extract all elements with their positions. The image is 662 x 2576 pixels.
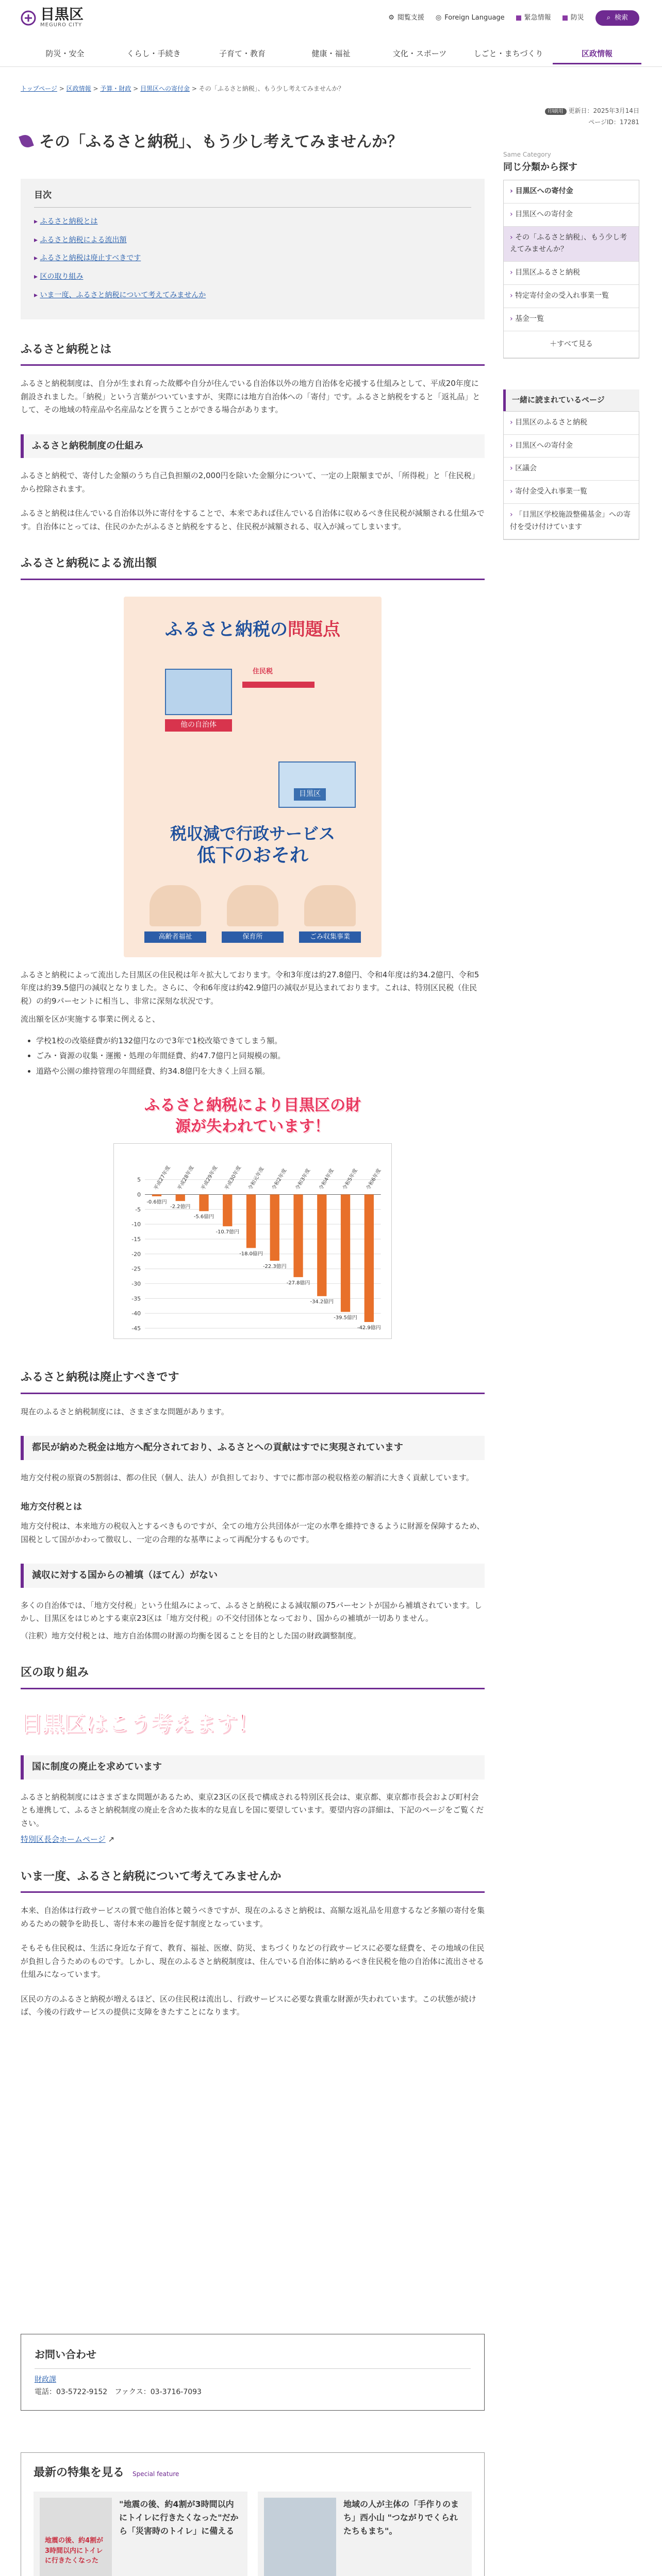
problem-poster: [124, 597, 382, 957]
global-nav: [21, 45, 641, 64]
bar: [176, 1195, 185, 1201]
x-tick-label: 令和4年度: [318, 1167, 335, 1192]
alert-icon: [516, 15, 521, 21]
y-tick-label: -40: [131, 1310, 141, 1317]
section-heading: ふるさと納税による流出額: [21, 554, 485, 580]
subsection-heading: 都民が納めた税金は地方へ配分されており、ふるさとへの貢献はすでに実現されています: [21, 1436, 485, 1460]
section-heading: ふるさと納税とは: [21, 340, 485, 366]
poster-main-2: 低下のおそれ: [196, 844, 308, 866]
sidebar: [503, 149, 639, 540]
gear-icon: ⚙: [388, 14, 394, 22]
breadcrumb-link[interactable]: トップページ: [21, 85, 57, 92]
globe-icon: ◎: [435, 14, 442, 22]
meguro-building: [278, 761, 356, 808]
y-tick-label: -35: [131, 1295, 141, 1302]
disaster-link[interactable]: 防災: [562, 12, 584, 24]
breadcrumb-current: その「ふるさと納税」、もう少し考えてみませんか？: [198, 85, 344, 92]
data-label: -42.9億円: [357, 1325, 381, 1331]
external-link-icon: ↗: [108, 1835, 115, 1844]
paragraph: ふるさと納税によって流出した目黒区の住民税は年々拡大しております。令和3年度は約27.8億円、令和4年度は約34.2億円、令和5年度は約39.5億円の減収となりました。さらに、令和6年度は約42.9億円の減収が見込まれております。これは、特別区民税（住民税）の約9パーセントに相当し、非常に深刻な状況です。: [21, 970, 479, 1006]
bar: [270, 1195, 279, 1261]
paragraph: 本来、自治体は行政サービスの質で他自治体と競うべきですが、現在のふるさと納税は、高額な返礼品を用意するなど多額の寄付を集めるための競争を助長し、寄付本来の趣旨を促す制度となっています。: [21, 1906, 485, 1928]
list-item: • ごみ・資源の収集・運搬・処理の年間経費、約47.7億円と同規模の額。: [36, 1048, 485, 1064]
x-tick-label: 令和元年度: [247, 1166, 266, 1192]
print-button[interactable]: 印刷用: [545, 108, 567, 115]
chart-title: ふるさと納税により目黒区の財源が失われています！: [144, 1096, 361, 1136]
logo-en: MEGURO CITY: [40, 22, 82, 28]
x-tick-label: 令和6年度: [365, 1167, 383, 1192]
bar: [317, 1195, 326, 1296]
related-list: [503, 411, 639, 540]
poster-tag: 保育所: [222, 931, 284, 943]
paragraph: ふるさと納税で、寄付した金額のうち自己負担額の2,000円を除いた金額分について、一定の上限額までが、「所得税」と「住民税」から控除されます。: [21, 471, 479, 494]
paragraph: ふるさと納税制度にはさまざまな問題があるため、東京23区の区長で構成される特別区長会は、東京都、東京都市長会および町村会とも連携して、ふるさと納税制度の廃止を含めた抜本的な見直しを国に要望しています。要望内容の詳細は、下記のページをご覧ください。: [21, 1792, 484, 1828]
sidebar-item[interactable]: › 目黒区への寄付金: [504, 204, 639, 227]
y-tick-label: -10: [131, 1221, 141, 1228]
data-label: -27.8億円: [286, 1280, 310, 1286]
outflow-bar-chart: [113, 1143, 392, 1339]
gnav-item[interactable]: 子育て・教育: [219, 49, 266, 58]
fax-number: ファクス：03-3716-7093: [114, 2387, 202, 2396]
toc-link[interactable]: 区の取り組み: [40, 273, 84, 281]
y-tick-label: -20: [131, 1251, 141, 1258]
department-link[interactable]: 財政課: [35, 2376, 56, 2384]
bar: [199, 1195, 208, 1211]
paragraph: そもそも住民税は、生活に身近な子育て、教育、福祉、医療、防災、まちづくりなどの行政サービスに必要な経費を、その地域の住民が負担し合うためのものです。しかし、現在のふるさと納税制度は、住んでいる自治体に納めるべき住民税を他の自治体に流出させる仕組みになっています。: [21, 1943, 485, 1979]
feature-box: [21, 2452, 485, 2576]
outflow-chart-figure: [21, 1095, 485, 1339]
phone-number: 電話：03-5722-9152: [35, 2387, 108, 2396]
bar: [223, 1195, 232, 1227]
paragraph: ふるさと納税制度は、自分が生まれ育った故郷や自分が住んでいる自治体以外の地方自治体を応援する仕組みとして、平成20年度に創設されました。「納税」という言葉がついていますが、実際には地方自治体への「寄付」です。ふるさと納税をすると「返礼品」として、その地域の特産品や名産品などを貰うことができる場合があります。: [21, 379, 481, 415]
paragraph: 流出額を区が実施する事業に例えると、: [21, 1014, 160, 1024]
gnav-item[interactable]: くらし・手続き: [126, 49, 181, 58]
bar: [246, 1195, 256, 1248]
sidebar-heading: 同じ分類から探す: [503, 162, 577, 173]
y-tick-label: -45: [131, 1325, 141, 1332]
sidebar-item-current[interactable]: › その「ふるさと納税」、もう少し考えてみませんか？: [504, 227, 639, 262]
data-label: -10.7億円: [216, 1229, 240, 1235]
category-list: [503, 180, 639, 359]
poster-city2-label: 目黒区: [294, 788, 326, 801]
paragraph: ふるさと納税は住んでいる自治体以外に寄付をすることで、本来であれば住んでいる自治体に収めるべき住民税が減額される仕組みです。自治体にとっては、住民のかたがふるさと納税をすると、住民税が減額される、収入が減ってしまいます。: [21, 509, 485, 531]
toc-link[interactable]: ふるさと納税とは: [40, 217, 98, 226]
related-item[interactable]: › 目黒区への寄付金: [504, 435, 639, 458]
data-label: -18.0億円: [239, 1251, 263, 1257]
page-id: ページID：17281: [588, 118, 639, 126]
x-tick-label: 令和2年度: [271, 1167, 288, 1192]
related-item[interactable]: › 「目黒区学校施設整備基金」への寄付を受け付けています: [504, 504, 639, 539]
bar: [341, 1195, 350, 1312]
nishikoyama-photo: [264, 2498, 336, 2576]
bar: [152, 1195, 161, 1196]
section-heading: ふるさと納税は廃止すべきです: [21, 1368, 485, 1394]
toc-link[interactable]: いま一度、ふるさと納税について考えてみませんか: [40, 291, 206, 300]
sidebar-subheading: Same Category: [503, 151, 551, 158]
x-tick-label: 令和3年度: [294, 1167, 312, 1192]
breadcrumb-link[interactable]: 予算・財政: [100, 85, 131, 92]
data-label: -2.2億円: [170, 1204, 191, 1210]
worker-illustration: [304, 885, 356, 926]
toc-link[interactable]: ふるさと納税は廃止すべきです: [40, 254, 141, 263]
related-pages-box: [503, 389, 639, 539]
list-item: • 道路や公園の維持管理の年間経費、約34.8億円を大きく上回る額。: [36, 1064, 485, 1079]
data-label: -39.5億円: [334, 1315, 357, 1321]
gnav-item[interactable]: 防災・安全: [45, 49, 85, 58]
sidebar-item[interactable]: › 基金一覧: [504, 308, 639, 331]
paragraph: 多くの自治体では、「地方交付税」という仕組みによって、ふるさと納税による減収額の75パーセントが国から補填されています。しかし、目黒区をはじめとする東京23区は「地方交付税」の不交付団体となっており、国からの補填が一切ありません。: [21, 1600, 482, 1623]
paragraph: 現在のふるさと納税制度には、さまざまな問題があります。: [21, 1406, 229, 1416]
related-item[interactable]: › 区議会: [504, 457, 639, 481]
bar: [365, 1195, 374, 1323]
city-emblem-icon: [21, 10, 36, 26]
feature-heading: 最新の特集を見る Special feature: [34, 2466, 179, 2479]
x-tick-label: 平成30年度: [224, 1165, 243, 1192]
paragraph: 地方交付税は、本来地方の税収入とするべきものですが、全ての地方公共団体が一定の水準を維持できるように財源を保障するため、国税として国がかわって徴収し、一定の合理的な基準によって再配分するものです。: [21, 1521, 485, 1544]
poster-figure: [21, 597, 485, 957]
meguro-position-banner: 目黒区はこう考えます！: [21, 1710, 259, 1736]
minor-heading: 地方交付税とは: [21, 1502, 82, 1513]
money-arrow: [242, 682, 315, 688]
table-of-contents: [21, 179, 485, 319]
y-tick-label: 5: [137, 1176, 141, 1183]
emergency-link[interactable]: 緊急情報: [516, 12, 551, 24]
language-link[interactable]: ◎ Foreign Language: [436, 12, 505, 24]
subsection-heading: 国に制度の廃止を求めています: [21, 1755, 485, 1780]
paragraph: 区民の方のふるさと納税が増えるほど、区の住民税は流出し、行政サービスに必要な貴重な財源が失われています。この状態が続けば、今後の行政サービスの提供に支障をきたすことになります。: [21, 1994, 476, 2017]
sidebar-item[interactable]: › 目黒区への寄付金: [504, 180, 639, 204]
y-tick-label: -15: [131, 1236, 141, 1243]
subsection-heading: ふるさと納税制度の仕組み: [21, 434, 485, 459]
y-tick-label: 0: [137, 1191, 141, 1198]
inquiry-heading: お問い合わせ: [35, 2346, 471, 2369]
data-label: -22.3億円: [262, 1264, 287, 1270]
paragraph: 地方交付税の原資の5割弱は、都の住民（個人、法人）が負担しており、すでに都市部の税収格差の解消に大きく貢献しています。: [21, 1472, 474, 1482]
section-heading: いま一度、ふるさと納税について考えてみませんか: [21, 1867, 485, 1893]
y-tick-label: -25: [131, 1265, 141, 1273]
site-header: [0, 0, 662, 67]
example-list: [36, 1033, 485, 1079]
poster-title-1: ふるさと納税の: [165, 619, 288, 640]
toilet-photo: 地震の後、約4割が3時間以内にトイレに行きたくなった: [40, 2498, 112, 2576]
related-item[interactable]: › 目黒区のふるさと納税: [504, 412, 639, 435]
logo-name: 目黒区: [40, 6, 84, 23]
show-all-button[interactable]: ＋すべて見る: [504, 331, 639, 359]
data-label: -34.2億円: [310, 1299, 334, 1305]
page-title: その「ふるさと納税」、もう少し考えてみませんか？: [21, 131, 485, 153]
data-label: -5.6億円: [193, 1214, 214, 1220]
family-illustration: [227, 885, 278, 926]
y-tick-label: -5: [135, 1206, 141, 1213]
search-icon: ⌕: [606, 14, 610, 22]
senior-person-illustration: [150, 885, 201, 926]
other-city-building: [165, 669, 232, 715]
data-label: -0.6億円: [146, 1199, 167, 1206]
updated-date: 更新日：2025年3月14日: [568, 107, 639, 114]
poster-main-1: 税収減で行政サービス: [170, 823, 335, 843]
sidebar-item[interactable]: › 目黒区ふるさと納税: [504, 262, 639, 285]
y-tick-label: -30: [131, 1280, 141, 1287]
inquiry-box: [21, 2334, 485, 2411]
gnav-item[interactable]: 健康・福祉: [311, 49, 351, 58]
leaf-icon: [19, 133, 34, 149]
poster-tag: ごみ収集事業: [299, 931, 361, 943]
poster-tag: 高齢者福祉: [144, 931, 206, 943]
sidebar-heading: 一緒に読まれているページ: [503, 389, 639, 411]
subsection-heading: 減収に対する国からの補填（ほてん）がない: [21, 1564, 485, 1588]
bar: [293, 1195, 303, 1277]
breadcrumb-link[interactable]: 区政情報: [66, 85, 91, 92]
feature-card[interactable]: 地震の後、約4割が3時間以内にトイレに行きたくなった "地震の後、約4割が3時間以内にトイレに行きたくなった"だから「災害時のトイレ」に備える: [34, 2492, 247, 2576]
tokubetsu-kuchokai-link[interactable]: 特別区長会ホームページ: [21, 1835, 106, 1844]
same-category-box: [503, 149, 639, 359]
breadcrumb: トップページ > 区政情報 > 予算・財政 > 目黒区への寄付金 > その「ふるさと納税」、もう少し考えてみませんか？: [21, 85, 344, 92]
accessibility-link[interactable]: ⚙ 閲覧支援: [388, 12, 424, 24]
paragraph: （注釈）地方交付税とは、地方自治体間の財源の均衡を図ることを目的とした国の財政調整制度。: [21, 1631, 361, 1640]
feature-card[interactable]: 地域の人が主体の「手作りのまち」西小山 "つながりでくられたちもまち"。: [258, 2492, 472, 2576]
poster-arrow-label: 住民税: [253, 667, 273, 675]
utility-nav: [388, 10, 639, 26]
list-item: • 学校1校の改築経費が約132億円なので3年で1校改築できてしまう額。: [36, 1033, 485, 1049]
x-tick-label: 平成29年度: [200, 1165, 219, 1192]
alert-icon: [562, 15, 568, 21]
x-tick-label: 平成28年度: [176, 1165, 195, 1192]
poster-title-2: 問題点: [288, 619, 340, 640]
section-heading: 区の取り組み: [21, 1663, 485, 1689]
breadcrumb-link[interactable]: 目黒区への寄付金: [140, 85, 190, 92]
gnav-item[interactable]: しごと・まちづくり: [473, 49, 543, 58]
gnav-item-active[interactable]: 区政情報: [553, 45, 641, 64]
x-tick-label: 令和5年度: [342, 1167, 359, 1192]
toc-link[interactable]: ふるさと納税による流出額: [40, 235, 127, 244]
gnav-item[interactable]: 文化・スポーツ: [392, 49, 447, 58]
x-tick-label: 平成27年度: [153, 1165, 172, 1192]
poster-city1-label: 他の自治体: [165, 719, 232, 732]
related-item[interactable]: › 寄付金受入れ事業一覧: [504, 481, 639, 504]
search-button[interactable]: ⌕ 検索: [595, 10, 639, 26]
sidebar-item[interactable]: › 特定寄付金の受入れ事業一覧: [504, 285, 639, 308]
toc-heading: 目次: [34, 188, 471, 208]
site-logo[interactable]: [21, 7, 84, 29]
